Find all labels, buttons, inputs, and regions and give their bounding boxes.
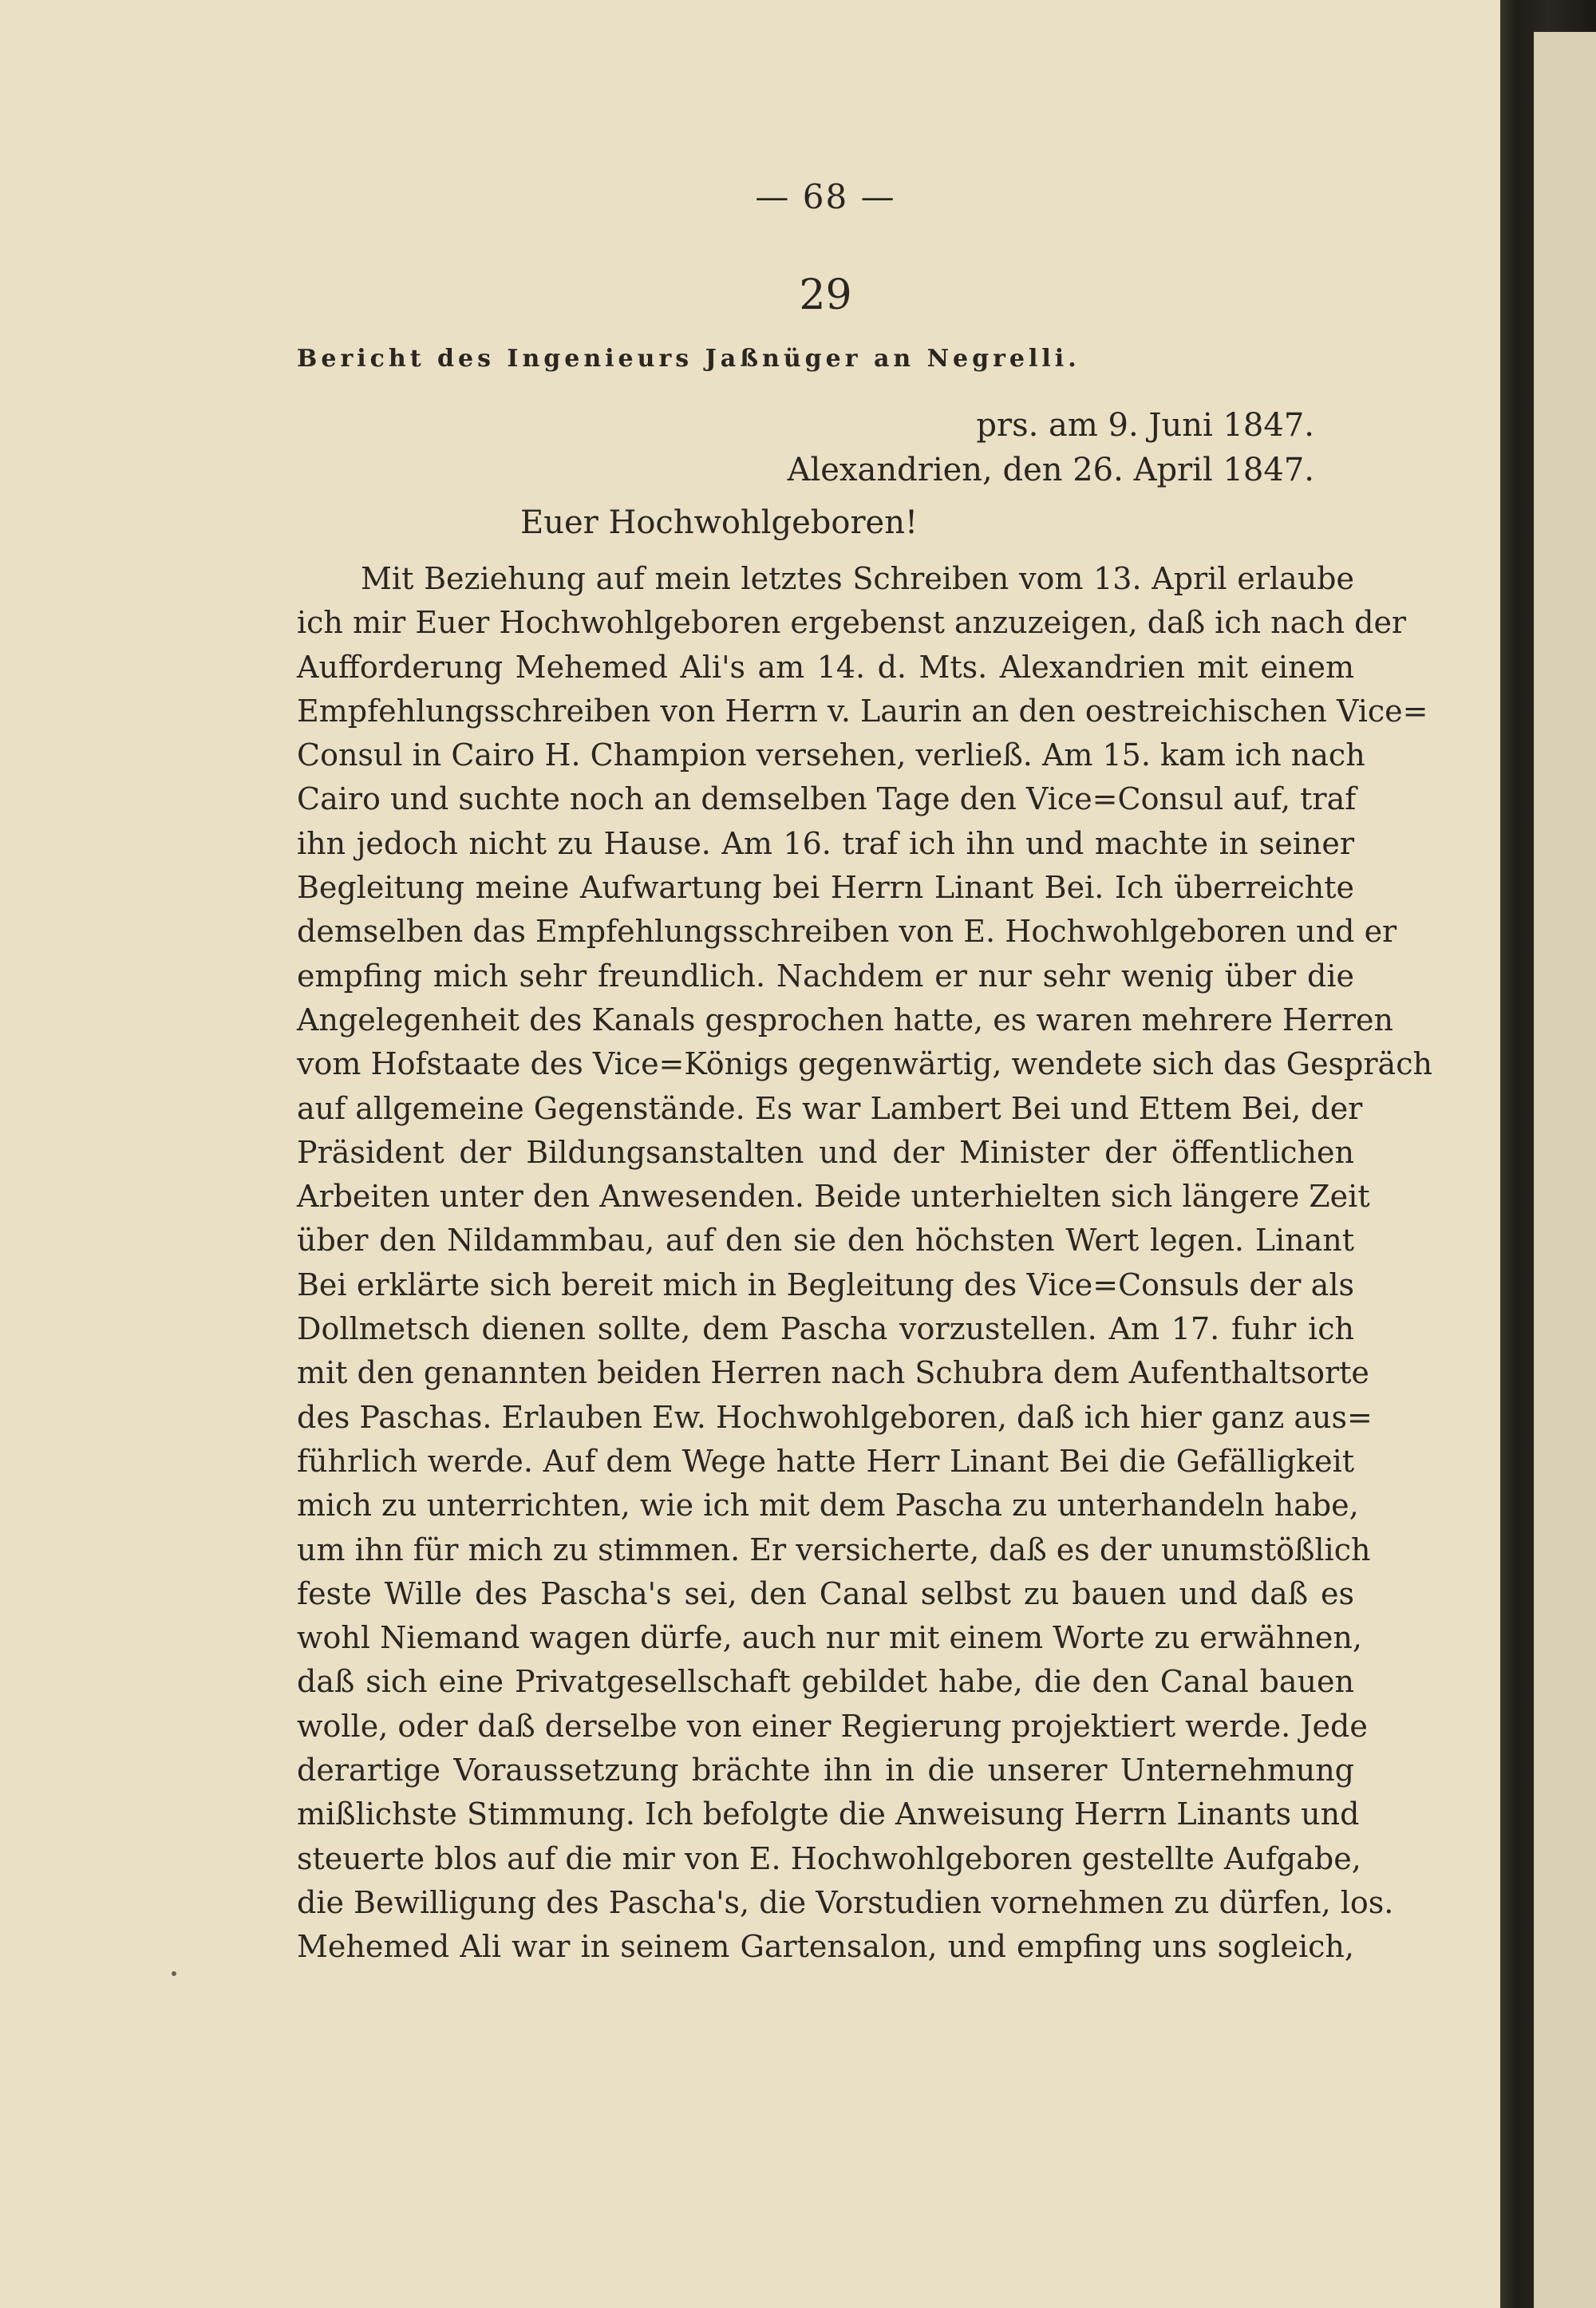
letter-body — [297, 557, 1432, 1970]
body-line: Bei erklärte sich bereit mich in Begleitung des Vice=Consuls der als — [297, 1267, 1354, 1302]
body-line: demselben das Empfehlungsschreiben von E. Hochwohlgeboren und er — [297, 914, 1397, 950]
page-number: — 68 — — [755, 177, 896, 216]
body-line: Angelegenheit des Kanals gesprochen hatte, es waren mehrere Herren — [297, 1002, 1393, 1037]
body-line: derartige Voraussetzung brächte ihn in die unserer Unternehmung — [297, 1753, 1354, 1788]
body-line: vom Hofstaate des Vice=Königs gegenwärtig, wendete sich das Gespräch — [297, 1046, 1432, 1082]
body-line: steuerte blos auf die mir von E. Hochwohlgeboren gestellte Aufgabe, — [297, 1840, 1361, 1876]
body-line: mit den genannten beiden Herren nach Schubra dem Aufenthaltsorte — [297, 1355, 1369, 1391]
salutation: Euer Hochwohlgeboren! — [520, 504, 918, 541]
body-line: mich zu unterrichten, wie ich mit dem Pascha zu unterhandeln habe, — [297, 1488, 1359, 1524]
body-line: Mehemed Ali war in seinem Gartensalon, und empfing uns sogleich, — [297, 1929, 1354, 1965]
body-line: Mit Beziehung auf mein letztes Schreiben vom 13. April erlaube — [361, 561, 1354, 596]
paper-speck — [172, 1971, 176, 1976]
document-title: Bericht des Ingenieurs Jaßnüger an Negrelli. — [297, 345, 1080, 373]
body-line: wohl Niemand wagen dürfe, auch nur mit einem Worte zu erwähnen, — [297, 1620, 1362, 1656]
body-line: des Paschas. Erlauben Ew. Hochwohlgeboren, daß ich hier ganz aus= — [297, 1399, 1373, 1435]
body-line: daß sich eine Privatgesellschaft gebildet habe, die den Canal bauen — [297, 1664, 1354, 1700]
body-line: Begleitung meine Aufwartung bei Herrn Linant Bei. Ich überreichte — [297, 870, 1354, 906]
received-date: prs. am 9. Juni 1847. — [976, 407, 1314, 444]
body-line: Consul in Cairo H. Champion versehen, verließ. Am 15. kam ich nach — [297, 737, 1365, 773]
body-line: die Bewilligung des Pascha's, die Vorstudien vornehmen zu dürfen, los. — [297, 1884, 1394, 1920]
place-and-date: Alexandrien, den 26. April 1847. — [787, 452, 1314, 488]
body-line: Aufforderung Mehemed Ali's am 14. d. Mts. Alexandrien mit einem — [297, 649, 1354, 685]
body-line: auf allgemeine Gegenstände. Es war Lambert Bei und Ettem Bei, der — [297, 1090, 1363, 1126]
body-line: um ihn für mich zu stimmen. Er versicherte, daß es der unumstößlich — [297, 1531, 1371, 1567]
body-line: Präsident der Bildungsanstalten und der Minister der öffentlichen — [297, 1134, 1354, 1170]
body-line: über den Nildammbau, auf den sie den höchsten Wert legen. Linant — [297, 1223, 1354, 1259]
body-line: Arbeiten unter den Anwesenden. Beide unterhielten sich längere Zeit — [297, 1179, 1370, 1215]
book-edge-strip — [1500, 0, 1596, 2308]
body-line: ihn jedoch nicht zu Hause. Am 16. traf ich ihn und machte in seiner — [297, 825, 1354, 861]
body-line: Cairo und suchte noch an demselben Tage den Vice=Consul auf, traf — [297, 781, 1357, 817]
body-line: mißlichste Stimmung. Ich befolgte die Anweisung Herrn Linants und — [297, 1796, 1360, 1832]
body-line: wolle, oder daß derselbe von einer Regierung projektiert werde. Jede — [297, 1708, 1368, 1744]
document-number: 29 — [799, 271, 852, 319]
body-line: empfing mich sehr freundlich. Nachdem er nur sehr wenig über die — [297, 958, 1354, 994]
body-line: feste Wille des Pascha's sei, den Canal selbst zu bauen und daß es — [297, 1575, 1354, 1611]
body-line: ich mir Euer Hochwohlgeboren ergebenst anzuzeigen, daß ich nach der — [297, 605, 1407, 641]
body-line: Dollmetsch dienen sollte, dem Pascha vorzustellen. Am 17. fuhr ich — [297, 1311, 1354, 1347]
body-line: führlich werde. Auf dem Wege hatte Herr Linant Bei die Gefälligkeit — [297, 1443, 1354, 1479]
body-line: Empfehlungsschreiben von Herrn v. Laurin an den oestreichischen Vice= — [297, 693, 1428, 729]
next-page-edge — [1534, 32, 1596, 2308]
